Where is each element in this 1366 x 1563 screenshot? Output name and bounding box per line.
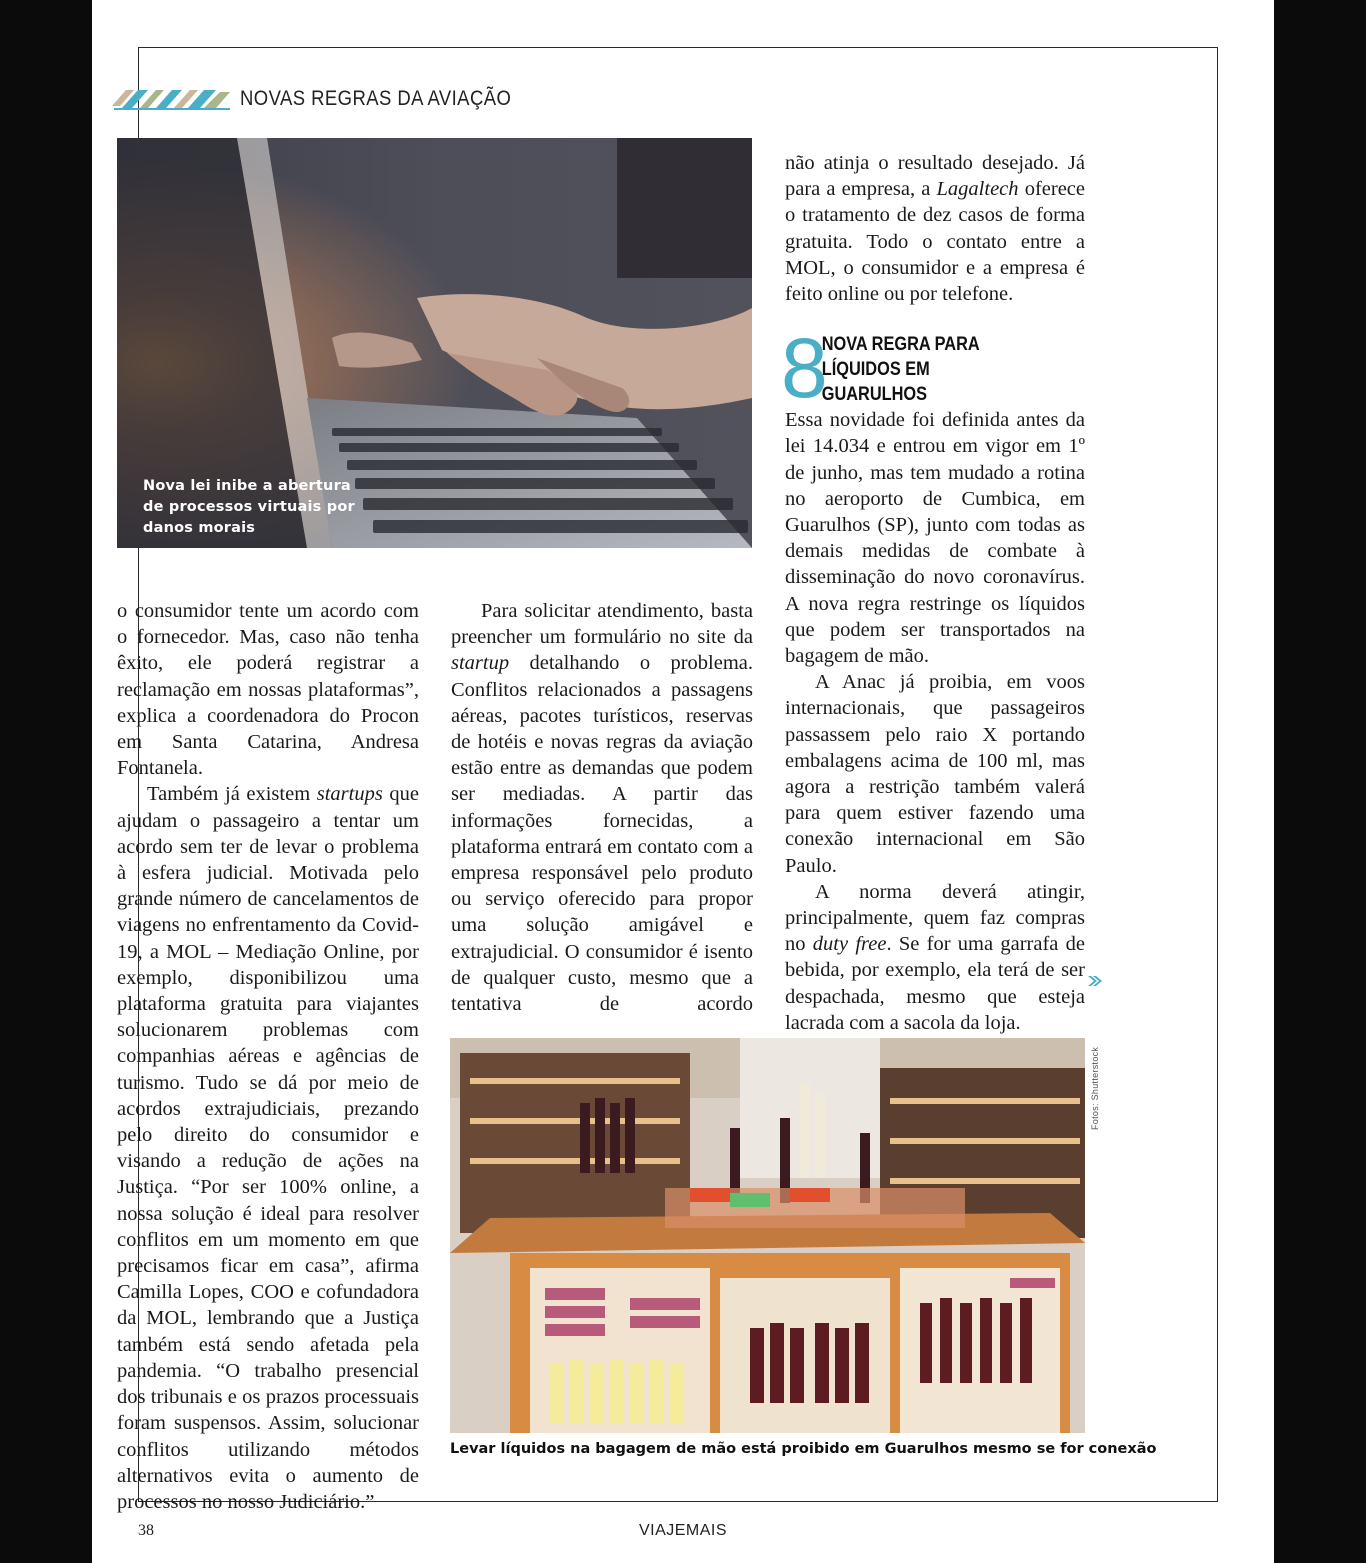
duty-free-photo-caption: Levar líquidos na bagagem de mão está proibido em Guarulhos mesmo se for conexão	[450, 1441, 1157, 1457]
section-title: NOVAS REGRAS DA AVIAÇÃO	[240, 87, 512, 110]
duty-free-photo	[450, 1038, 1085, 1433]
magazine-name: VIAJEMAIS	[638, 1522, 728, 1539]
paragraph: A Anac já proibia, em voos internacionais, que passageiros passassem pelo raio X portando embalagens acima de 100 ml, mas agora a restrição também valerá para quem estiver fazendo uma conexão internacional em São Paulo.	[785, 671, 1085, 877]
section-heading: NOVA REGRA PARA LÍQUIDOS EM GUARULHOS	[821, 334, 980, 406]
section-header	[112, 82, 548, 116]
photo-credit: Fotos: Shutterstock	[1090, 1046, 1100, 1130]
paragraph: Também já existem startups que ajudam o passageiro a tentar um acordo sem ter de levar o problema à esfera judicial. Motivada pelo grande número de cancelamentos de viagens no enfrentamento da Covid-19, a MOL – Mediação Online, por exemplo, disponibilizou uma plataforma gratuita para viajantes solucionarem problemas com companhias aéreas e agências de turismo. Tudo se dá por meio de acordos extrajudiciais, prezando pelo direito do consumidor e visando a redução de ações na Justiça. “Por ser 100% online, a nossa solução é ideal para resolver conflitos em um momento em que precisamos ficar em casa”, afirma Camilla Lopes, COO e cofundadora da MOL, lembrando que a Justiça também está sendo afetada pela pandemia. “O trabalho presencial dos tribunais e os prazos processuais foram suspensos. Assim, solucionar conflitos utilizando métodos alternativos evita o aumento de processos no nosso Judiciário.”	[117, 783, 419, 1513]
paragraph: Para solicitar atendimento, basta preencher um formulário no site da startup detalhando o problema. Conflitos relacionados a passagens aéreas, pacotes turísticos, reservas de hotéis e novas regras da aviação estão entre as demandas que podem ser mediadas. A partir das informações fornecidas, a plataforma entrará em contato com a empresa responsável pelo produto ou serviço oferecido para propor uma solução amigável e extrajudicial. O consumidor é isento de qualquer custo, mesmo que a tentativa de acordo	[451, 600, 753, 1016]
decorative-stripes-icon	[112, 86, 234, 112]
laptop-photo-caption: Nova lei inibe a abertura de processos virtuais por danos morais	[143, 478, 355, 536]
paragraph: Essa novidade foi definida antes da lei 14.034 e entrou em vigor em 1º de junho, mas tem mudado a rotina no aeroporto de Cumbica, em Guarulhos (SP), junto com todas as demais medidas de combate à disseminação do novo coronavírus. A nova regra restringe os líquidos que podem ser transportados na bagagem de mão.	[785, 409, 1085, 668]
article-column-2	[451, 598, 753, 1017]
laptop-photo	[117, 138, 752, 548]
paragraph: o consumidor tente um acordo com o fornecedor. Mas, caso não tenha êxito, ele poderá registrar a reclamação em nossas plataformas”, explica a coordenadora do Procon em Santa Catarina, Andresa Fontanela.	[117, 600, 419, 780]
paragraph: A norma deverá atingir, principalmente, quem faz compras no duty free. Se for uma garrafa de bebida, por exemplo, ela terá de ser despachada, mesmo que esteja lacrada com a sacola da loja.	[785, 880, 1086, 1034]
page-number: 38	[138, 1522, 154, 1539]
continue-arrow-icon	[1088, 975, 1102, 987]
article-column-3	[781, 150, 1086, 1036]
section-8	[781, 321, 1085, 669]
article-column-1	[117, 598, 419, 1515]
paragraph: não atinja o resultado desejado. Já para a empresa, a Lagaltech oferece o tratamento de dez casos de forma gratuita. Todo o contato entre a MOL, o consumidor e a empresa é feito online ou por telefone.	[785, 152, 1085, 306]
section-number: 8	[781, 321, 826, 416]
